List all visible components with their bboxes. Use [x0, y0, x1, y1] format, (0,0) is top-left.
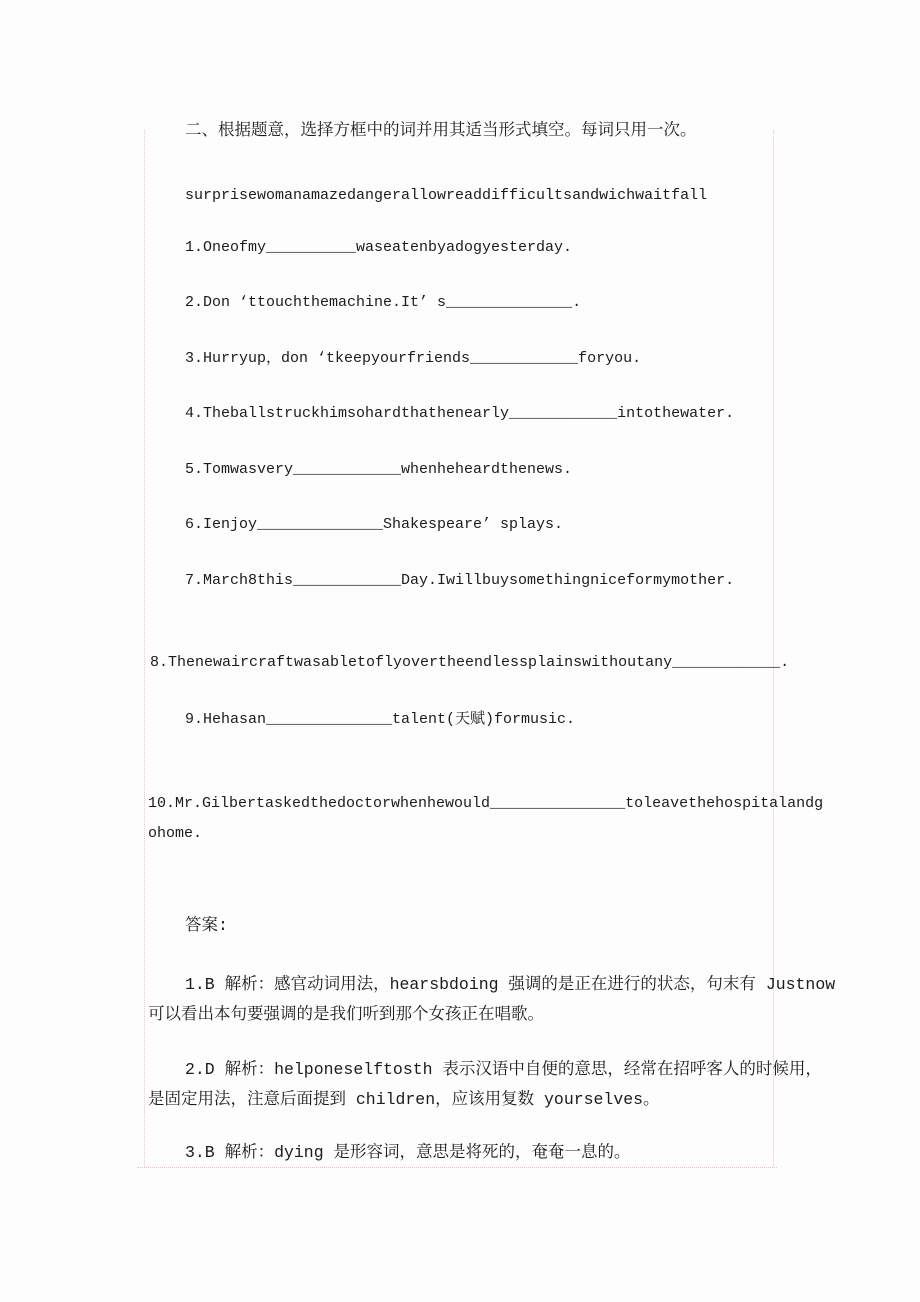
- exercise-item-2: 2.Don ‘ttouchthemachine.It’ s______________.: [185, 294, 582, 311]
- word-bank: surprisewomanamazedangerallowreaddifficultsandwichwaitfall: [185, 187, 708, 204]
- exercise-item-1: 1.Oneofmy__________waseatenbyadogyesterday.: [185, 239, 573, 256]
- answer-2-line-2: 是固定用法，注意后面提到 children，应该用复数 yourselves。: [148, 1090, 660, 1109]
- page-margin-guide-bottom: [137, 1167, 777, 1168]
- exercise-item-10-line-2: ohome.: [148, 825, 203, 842]
- answers-label: 答案:: [185, 916, 228, 935]
- page-margin-guide-right: [773, 130, 774, 1167]
- answer-2-line-1: 2.D 解析：helponeselftosth 表示汉语中自便的意思，经常在招呼客人的时候用，: [185, 1060, 822, 1079]
- exercise-heading: 二、根据题意，选择方框中的词并用其适当形式填空。每词只用一次。: [185, 121, 697, 140]
- answer-1-line-2: 可以看出本句要强调的是我们听到那个女孩正在唱歌。: [148, 1005, 544, 1024]
- exercise-item-10-line-1: 10.Mr.Gilbertaskedthedoctorwhenhewould_______________toleavethehospitalandg: [148, 795, 824, 812]
- exercise-item-7: 7.March8this____________Day.Iwillbuysomethingniceformymother.: [185, 572, 735, 589]
- exercise-item-3: 3.Hurryup，don ‘tkeepyourfriends____________foryou.: [185, 350, 642, 367]
- exercise-item-5: 5.Tomwasvery____________whenheheardthenews.: [185, 461, 573, 478]
- exercise-item-4: 4.Theballstruckhimsohardthathenearly____________intothewater.: [185, 405, 735, 422]
- exercise-item-9: 9.Hehasan______________talent(天赋)formusic.: [185, 711, 576, 728]
- answer-3: 3.B 解析：dying 是形容词，意思是将死的，奄奄一息的。: [185, 1143, 631, 1162]
- exercise-item-8: 8.Thenewaircraftwasabletoflyovertheendlessplainswithoutany____________.: [150, 654, 790, 671]
- exercise-item-6: 6.Ienjoy______________Shakespeare’ splays.: [185, 516, 564, 533]
- answer-1-line-1: 1.B 解析：感官动词用法，hearsbdoing 强调的是正在进行的状态，句末有 Justnow: [185, 975, 836, 994]
- page-margin-guide-left: [144, 130, 145, 1167]
